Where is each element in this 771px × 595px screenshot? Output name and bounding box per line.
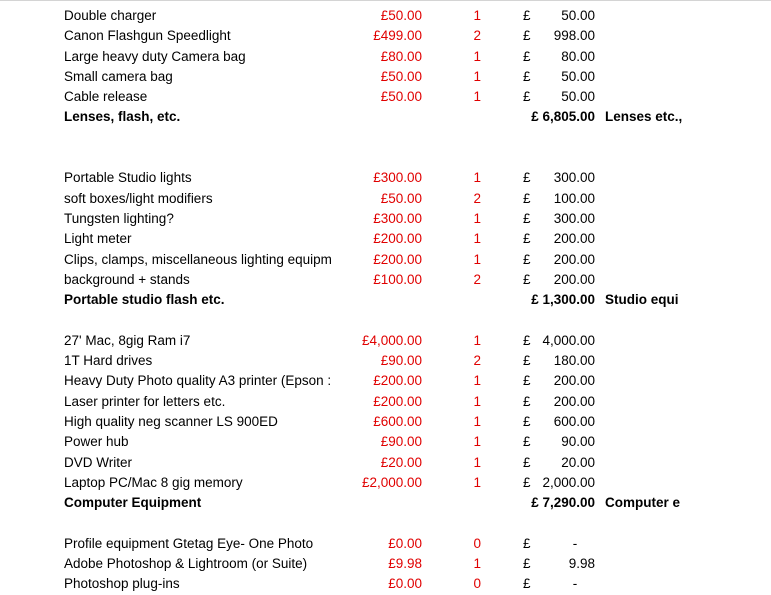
item-description: High quality neg scanner LS 900ED <box>64 413 278 429</box>
sheet-top-border <box>0 0 771 1</box>
item-quantity: 1 <box>473 332 481 348</box>
item-price: £200.00 <box>373 251 422 267</box>
item-amount: 2,000.00 <box>542 474 595 490</box>
item-quantity: 1 <box>473 393 481 409</box>
item-row[interactable] <box>0 453 771 473</box>
item-quantity: 0 <box>473 535 481 551</box>
currency-symbol: £ <box>523 271 531 287</box>
item-price: £200.00 <box>373 393 422 409</box>
item-price: £50.00 <box>380 89 422 105</box>
item-amount: 4,000.00 <box>542 332 595 348</box>
item-price: £50.00 <box>380 8 422 23</box>
currency-symbol: £ <box>523 68 531 84</box>
item-amount: 9.98 <box>568 556 595 572</box>
item-amount: 180.00 <box>553 353 595 369</box>
item-amount: 50.00 <box>561 68 595 84</box>
section-total-amount: £ 1,300.00 <box>531 292 595 308</box>
currency-symbol: £ <box>523 170 531 186</box>
section-total-row[interactable] <box>0 493 771 513</box>
currency-symbol: £ <box>523 89 531 105</box>
item-amount: 200.00 <box>553 373 595 389</box>
section-total-label: Lenses, flash, etc. <box>64 109 181 125</box>
item-row[interactable] <box>0 26 771 46</box>
item-amount: 600.00 <box>553 413 595 429</box>
item-price: £50.00 <box>380 68 422 84</box>
item-amount: - <box>572 535 578 551</box>
item-amount: 20.00 <box>561 454 595 470</box>
currency-symbol: £ <box>523 454 531 470</box>
item-amount: 200.00 <box>553 231 595 247</box>
item-quantity: 1 <box>473 89 481 105</box>
item-quantity: 2 <box>473 353 481 369</box>
item-row[interactable] <box>0 67 771 87</box>
item-quantity: 1 <box>473 474 481 490</box>
item-row[interactable] <box>0 229 771 249</box>
item-quantity: 1 <box>473 251 481 267</box>
item-quantity: 1 <box>473 8 481 23</box>
item-quantity: 1 <box>473 210 481 226</box>
item-row[interactable] <box>0 87 771 107</box>
spreadsheet <box>0 6 771 595</box>
item-row[interactable] <box>0 534 771 554</box>
item-amount: 300.00 <box>553 210 595 226</box>
item-row[interactable] <box>0 189 771 209</box>
item-row[interactable] <box>0 554 771 574</box>
currency-symbol: £ <box>523 332 531 348</box>
item-row[interactable] <box>0 473 771 493</box>
currency-symbol: £ <box>523 393 531 409</box>
item-row[interactable] <box>0 351 771 371</box>
item-row[interactable] <box>0 168 771 188</box>
item-price: £499.00 <box>373 28 422 44</box>
item-quantity: 1 <box>473 48 481 64</box>
item-description: Profile equipment Gtetag Eye- One Photo <box>64 535 314 551</box>
item-row[interactable] <box>0 270 771 290</box>
item-price: £600.00 <box>373 413 422 429</box>
item-quantity: 1 <box>473 68 481 84</box>
item-quantity: 1 <box>473 170 481 186</box>
item-description: Heavy Duty Photo quality A3 printer (Epson : <box>64 373 332 389</box>
item-price: £90.00 <box>380 434 422 450</box>
item-row[interactable] <box>0 6 771 26</box>
section-total-amount: £ 6,805.00 <box>531 109 595 125</box>
item-row[interactable] <box>0 331 771 351</box>
item-price: £100.00 <box>373 271 422 287</box>
item-price: £300.00 <box>373 170 422 186</box>
section-total-note: Lenses etc., <box>605 109 683 125</box>
currency-symbol: £ <box>523 28 531 44</box>
blank-row <box>0 513 771 533</box>
item-description: background + stands <box>64 271 190 287</box>
currency-symbol: £ <box>523 474 531 490</box>
item-quantity: 1 <box>473 454 481 470</box>
section-total-label: Computer Equipment <box>64 495 202 511</box>
item-row[interactable] <box>0 209 771 229</box>
section-total-note: Computer e <box>605 495 681 511</box>
currency-symbol: £ <box>523 210 531 226</box>
item-description: Power hub <box>64 434 129 450</box>
item-amount: 200.00 <box>553 393 595 409</box>
item-description: 1T Hard drives <box>64 353 153 369</box>
item-price: £0.00 <box>388 576 422 592</box>
item-amount: 50.00 <box>561 89 595 105</box>
item-description: Portable Studio lights <box>64 170 192 186</box>
currency-symbol: £ <box>523 353 531 369</box>
blank-row <box>0 128 771 148</box>
item-price: £2,000.00 <box>361 474 422 490</box>
item-row[interactable] <box>0 432 771 452</box>
item-amount: 200.00 <box>553 271 595 287</box>
item-price: £200.00 <box>373 231 422 247</box>
item-row[interactable] <box>0 574 771 594</box>
item-quantity: 2 <box>473 28 481 44</box>
item-amount: 300.00 <box>553 170 595 186</box>
item-row[interactable] <box>0 392 771 412</box>
currency-symbol: £ <box>523 576 531 592</box>
item-quantity: 0 <box>473 576 481 592</box>
item-price: £50.00 <box>380 190 422 206</box>
item-description: Adobe Photoshop & Lightroom (or Suite) <box>64 556 308 572</box>
currency-symbol: £ <box>523 434 531 450</box>
item-amount: - <box>572 576 578 592</box>
item-quantity: 1 <box>473 413 481 429</box>
item-amount: 90.00 <box>561 434 595 450</box>
item-price: £200.00 <box>373 373 422 389</box>
item-price: £9.98 <box>388 556 422 572</box>
item-description: Double charger <box>64 8 157 23</box>
item-description: 27' Mac, 8gig Ram i7 <box>64 332 191 348</box>
currency-symbol: £ <box>523 48 531 64</box>
section-total-row[interactable] <box>0 290 771 310</box>
item-row[interactable] <box>0 412 771 432</box>
item-quantity: 1 <box>473 231 481 247</box>
item-price: £20.00 <box>380 454 422 470</box>
currency-symbol: £ <box>523 535 531 551</box>
item-quantity: 1 <box>473 373 481 389</box>
item-row[interactable] <box>0 250 771 270</box>
item-price: £80.00 <box>380 48 422 64</box>
item-amount: 998.00 <box>553 28 595 44</box>
blank-row <box>0 148 771 168</box>
item-quantity: 1 <box>473 434 481 450</box>
currency-symbol: £ <box>523 413 531 429</box>
item-amount: 80.00 <box>561 48 595 64</box>
item-amount: 100.00 <box>553 190 595 206</box>
item-description: Laptop PC/Mac 8 gig memory <box>64 474 243 490</box>
currency-symbol: £ <box>523 556 531 572</box>
currency-symbol: £ <box>523 251 531 267</box>
item-description: Photoshop plug-ins <box>64 576 180 592</box>
item-description: soft boxes/light modifiers <box>64 190 213 206</box>
currency-symbol: £ <box>523 373 531 389</box>
item-description: Clips, clamps, miscellaneous lighting equipm <box>64 251 332 267</box>
item-description: Canon Flashgun Speedlight <box>64 28 231 44</box>
item-description: Light meter <box>64 231 132 247</box>
section-total-note: Studio equi <box>605 292 679 308</box>
item-amount: 50.00 <box>561 8 595 23</box>
item-quantity: 2 <box>473 190 481 206</box>
item-amount: 200.00 <box>553 251 595 267</box>
item-price: £0.00 <box>388 535 422 551</box>
item-price: £90.00 <box>380 353 422 369</box>
currency-symbol: £ <box>523 190 531 206</box>
section-total-amount: £ 7,290.00 <box>531 495 595 511</box>
item-description: Cable release <box>64 89 148 105</box>
item-row[interactable] <box>0 371 771 391</box>
item-price: £300.00 <box>373 210 422 226</box>
item-price: £4,000.00 <box>361 332 422 348</box>
currency-symbol: £ <box>523 231 531 247</box>
item-description: DVD Writer <box>64 454 133 470</box>
currency-symbol: £ <box>523 8 531 23</box>
item-description: Large heavy duty Camera bag <box>64 48 246 64</box>
item-description: Laser printer for letters etc. <box>64 393 226 409</box>
blank-row <box>0 310 771 330</box>
item-row[interactable] <box>0 47 771 67</box>
item-description: Tungsten lighting? <box>64 210 174 226</box>
section-total-row[interactable] <box>0 107 771 127</box>
item-quantity: 1 <box>473 556 481 572</box>
item-quantity: 2 <box>473 271 481 287</box>
item-description: Small camera bag <box>64 68 173 84</box>
section-total-label: Portable studio flash etc. <box>64 292 225 308</box>
